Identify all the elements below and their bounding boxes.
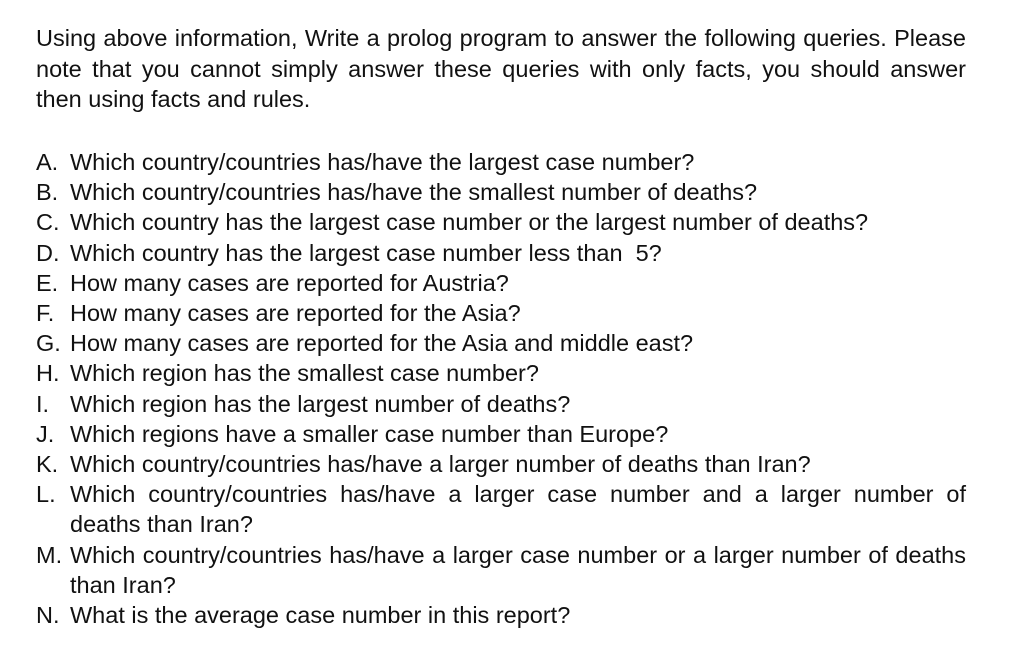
question-letter: N. xyxy=(36,602,60,629)
intro-paragraph: Using above information, Write a prolog program to answer the following queries. Please note that you cannot simply answer these queries with only facts, you should answer then using facts and rules. xyxy=(36,25,966,112)
question-letter: G. xyxy=(36,330,61,357)
question-text: How many cases are reported for Austria? xyxy=(70,269,509,296)
question-item-c xyxy=(36,207,966,237)
question-text: How many cases are reported for the Asia and middle east? xyxy=(70,330,694,357)
question-text: Which country has the largest case number less than 5? xyxy=(70,239,662,266)
question-text: Which region has the smallest case number? xyxy=(70,360,539,387)
question-text: Which country/countries has/have the largest case number? xyxy=(70,149,695,175)
question-text: Which country/countries has/have a larger number of deaths than Iran? xyxy=(70,451,811,478)
question-letter: E. xyxy=(36,269,59,296)
question-list xyxy=(36,147,966,630)
question-text: Which region has the largest number of deaths? xyxy=(70,390,571,417)
question-text: Which country/countries has/have a larger case number or a larger number of deaths than Iran? xyxy=(70,541,966,598)
document-page xyxy=(36,23,966,629)
question-letter: B. xyxy=(36,179,59,206)
question-item-d xyxy=(36,238,966,268)
question-item-l xyxy=(36,479,966,539)
question-letter: C. xyxy=(36,209,60,236)
question-letter: F. xyxy=(36,300,55,327)
question-text: Which country has the largest case number or the largest number of deaths? xyxy=(70,209,869,236)
question-item-j xyxy=(36,419,966,449)
question-text: Which regions have a smaller case number than Europe? xyxy=(70,420,669,447)
question-item-a xyxy=(36,147,966,177)
question-text: Which country/countries has/have the smallest number of deaths? xyxy=(70,179,758,206)
question-item-f xyxy=(36,298,966,328)
question-item-n xyxy=(36,600,966,630)
question-item-k xyxy=(36,449,966,479)
question-text: What is the average case number in this report? xyxy=(70,602,571,629)
question-letter: M. xyxy=(36,541,63,568)
question-letter: D. xyxy=(36,239,60,266)
question-item-g xyxy=(36,328,966,358)
question-letter: H. xyxy=(36,360,60,387)
question-text: Which country/countries has/have a larger case number and a larger number of deaths than Iran? xyxy=(70,481,966,538)
question-letter: L. xyxy=(36,481,56,508)
question-item-b xyxy=(36,177,966,207)
question-item-i xyxy=(36,389,966,419)
question-letter: I. xyxy=(36,390,50,417)
question-item-h xyxy=(36,358,966,388)
question-letter: J. xyxy=(36,420,55,447)
question-item-m xyxy=(36,540,966,600)
question-item-e xyxy=(36,268,966,298)
question-letter: K. xyxy=(36,451,59,478)
question-letter: A. xyxy=(36,149,59,175)
question-text: How many cases are reported for the Asia? xyxy=(70,300,521,327)
